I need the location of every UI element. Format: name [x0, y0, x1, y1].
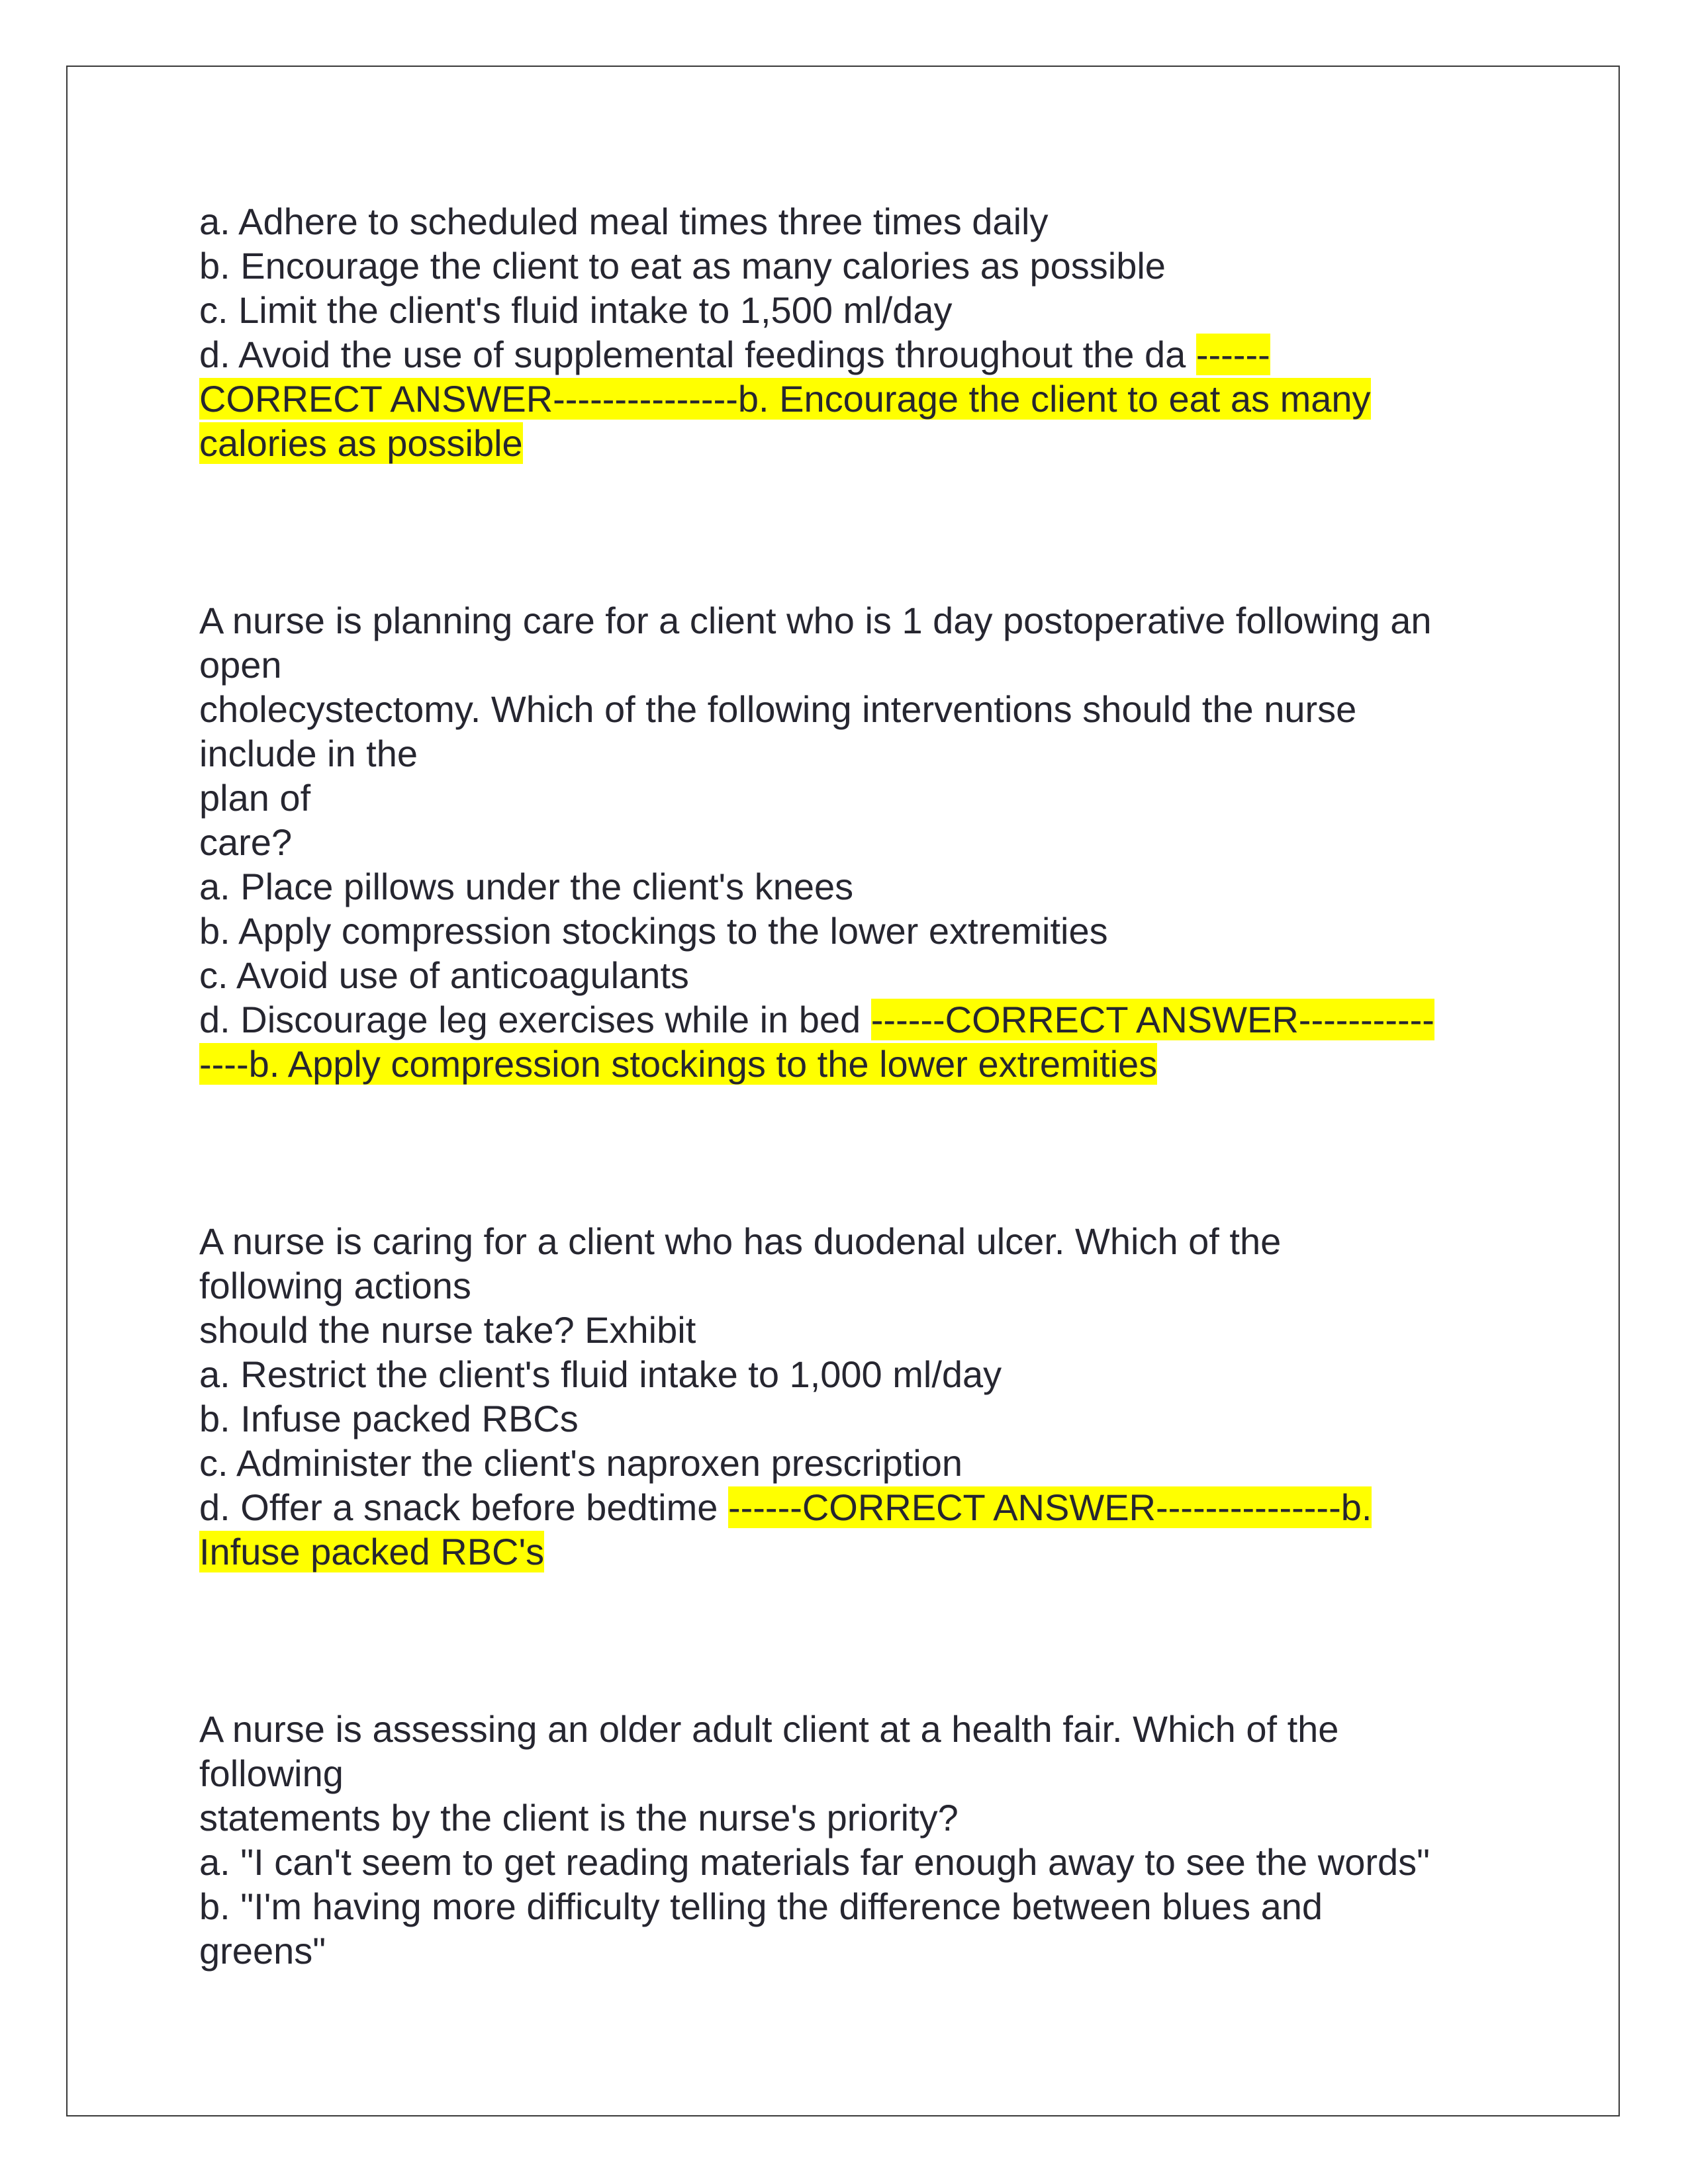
- q1-option-a: a. Adhere to scheduled meal times three times daily: [199, 201, 1049, 242]
- q2-answer-row-2: [199, 1042, 1523, 1086]
- question-3-block: [199, 1219, 1523, 1574]
- q3-option-b: b. Infuse packed RBCs: [199, 1398, 579, 1439]
- q3-option-d-row: [199, 1485, 1523, 1529]
- q3-question-line-3: should the nurse take? Exhibit: [199, 1309, 696, 1351]
- q2-question-line-2: open: [199, 644, 282, 686]
- q3-option-a: a. Restrict the client's fluid intake to 1,000 ml/day: [199, 1353, 1002, 1395]
- q3-answer-line-2: Infuse packed RBC's: [199, 1531, 545, 1572]
- q2-option-b: b. Apply compression stockings to the lower extremities: [199, 910, 1108, 952]
- q1-answer-row-2: [199, 421, 1523, 465]
- q4-option-a: a. "I can't seem to get reading materials far enough away to see the words": [199, 1841, 1430, 1883]
- q2-answer-line-2: ----b. Apply compression stockings to the lower extremities: [199, 1043, 1158, 1085]
- q3-answer-line-1: ------CORRECT ANSWER---------------b.: [727, 1486, 1372, 1528]
- q2-option-c: c. Avoid use of anticoagulants: [199, 954, 689, 996]
- question-spacer: [199, 1574, 1523, 1707]
- q3-question-line-2: following actions: [199, 1265, 471, 1306]
- q1-answer-row-1: [199, 377, 1523, 421]
- question-2-block: [199, 598, 1523, 1086]
- q4-question-line-1: A nurse is assessing an older adult client at a health fair. Which of the: [199, 1708, 1339, 1750]
- q3-question-line-1: A nurse is caring for a client who has duodenal ulcer. Which of the: [199, 1220, 1282, 1262]
- q2-question-line-1: A nurse is planning care for a client who is 1 day postoperative following an: [199, 600, 1432, 641]
- question-spacer: [199, 465, 1523, 598]
- q3-option-c: c. Administer the client's naproxen prescription: [199, 1442, 963, 1484]
- q2-question-line-3: cholecystectomy. Which of the following interventions should the nurse: [199, 688, 1357, 730]
- document-content: [199, 199, 1523, 1973]
- q1-answer-line-1: CORRECT ANSWER---------------b. Encourage the client to eat as many: [199, 378, 1371, 420]
- q2-option-d: d. Discourage leg exercises while in bed: [199, 999, 871, 1040]
- q1-option-b: b. Encourage the client to eat as many calories as possible: [199, 245, 1166, 287]
- q1-option-d-row: [199, 332, 1523, 377]
- question-1-block: [199, 199, 1523, 465]
- q1-answer-start: ------: [1196, 334, 1270, 375]
- question-spacer: [199, 1086, 1523, 1219]
- q2-question-line-5: plan of: [199, 777, 311, 819]
- q3-option-d: d. Offer a snack before bedtime: [199, 1486, 728, 1528]
- q4-option-b-continued: greens": [199, 1930, 326, 1972]
- question-4-block: [199, 1707, 1523, 1973]
- q3-answer-row-2: [199, 1529, 1523, 1574]
- q2-question-line-4: include in the: [199, 733, 418, 774]
- q2-option-a: a. Place pillows under the client's knees: [199, 866, 854, 907]
- q1-answer-line-2: calories as possible: [199, 422, 523, 464]
- q2-question-line-6: care?: [199, 821, 293, 863]
- q4-option-b: b. "I'm having more difficulty telling the difference between blues and: [199, 1886, 1323, 1927]
- q4-question-line-3: statements by the client is the nurse's priority?: [199, 1797, 959, 1839]
- q1-option-c: c. Limit the client's fluid intake to 1,500 ml/day: [199, 289, 953, 331]
- q4-question-line-2: following: [199, 1752, 344, 1794]
- q2-option-d-row: [199, 997, 1523, 1042]
- q2-answer-line-1: ------CORRECT ANSWER-----------: [870, 999, 1434, 1040]
- q1-option-d: d. Avoid the use of supplemental feedings throughout the da: [199, 334, 1196, 375]
